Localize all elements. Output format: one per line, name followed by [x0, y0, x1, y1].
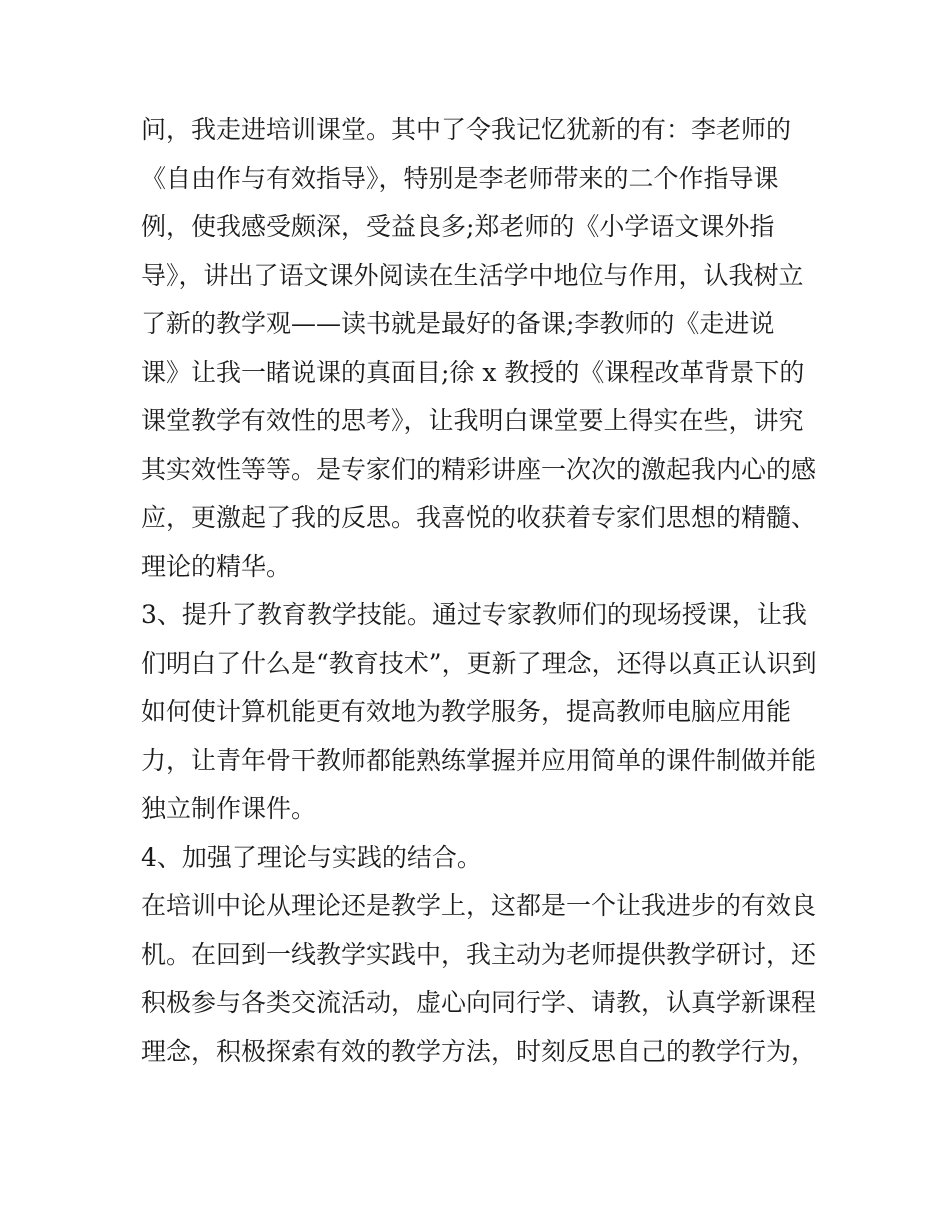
- text-line: 《自由作与有效指导》，特别是李老师带来的二个作指导课: [141, 163, 779, 193]
- text-line: 应，更激起了我的反思。我喜悦的收获着专家们思想的精髓、: [141, 503, 817, 532]
- text-line: 课》让我一睹说课的真面目;徐 x 教授的《课程改革背景下的: [141, 357, 805, 387]
- text-line: 理论的精华。: [141, 551, 292, 581]
- text-line: 例，使我感受颇深，受益良多;郑老师的《小学语文课外指: [141, 212, 775, 241]
- text-line: 导》，讲出了语文课外阅读在生活学中地位与作用，认我树立: [141, 260, 804, 290]
- text-line: 如何使计算机能更有效地为教学服务，提高教师电脑应用能: [141, 697, 792, 726]
- text-line: 课堂教学有效性的思考》，让我明白课堂要上得实在些，讲究: [141, 406, 804, 435]
- body-text: [141, 106, 821, 1076]
- text-line: 在培训中论从理论还是教学上，这都是一个让我进步的有效良: [141, 891, 817, 920]
- text-line: 了新的教学观——读书就是最好的备课;李教师的《走进说: [141, 309, 775, 338]
- section-heading-4: 4、加强了理论与实践的结合。: [141, 842, 482, 872]
- text-line: 问，我走进培训课堂。其中了令我记忆犹新的有：李老师的: [141, 115, 792, 144]
- text-line: 们明白了什么是“教育技术”，更新了理念，还得以真正认识到: [141, 648, 817, 678]
- text-line: 力，让青年骨干教师都能熟练掌握并应用简单的课件制做并能: [141, 745, 817, 775]
- section-heading-3: 3、提升了教育教学技能。通过专家教师们的现场授课，让我: [141, 600, 807, 629]
- text-line: 独立制作课件。: [141, 794, 317, 823]
- text-line: 其实效性等等。是专家们的精彩讲座一次次的激起我内心的感: [141, 454, 817, 484]
- text-line: 理念，积极探索有效的教学方法，时刻反思自己的教学行为，: [141, 1036, 817, 1066]
- text-line: 机。在回到一线教学实践中，我主动为老师提供教学研讨，还: [141, 939, 817, 969]
- text-line: 积极参与各类交流活动，虚心向同行学、请教，认真学新课程: [141, 988, 817, 1017]
